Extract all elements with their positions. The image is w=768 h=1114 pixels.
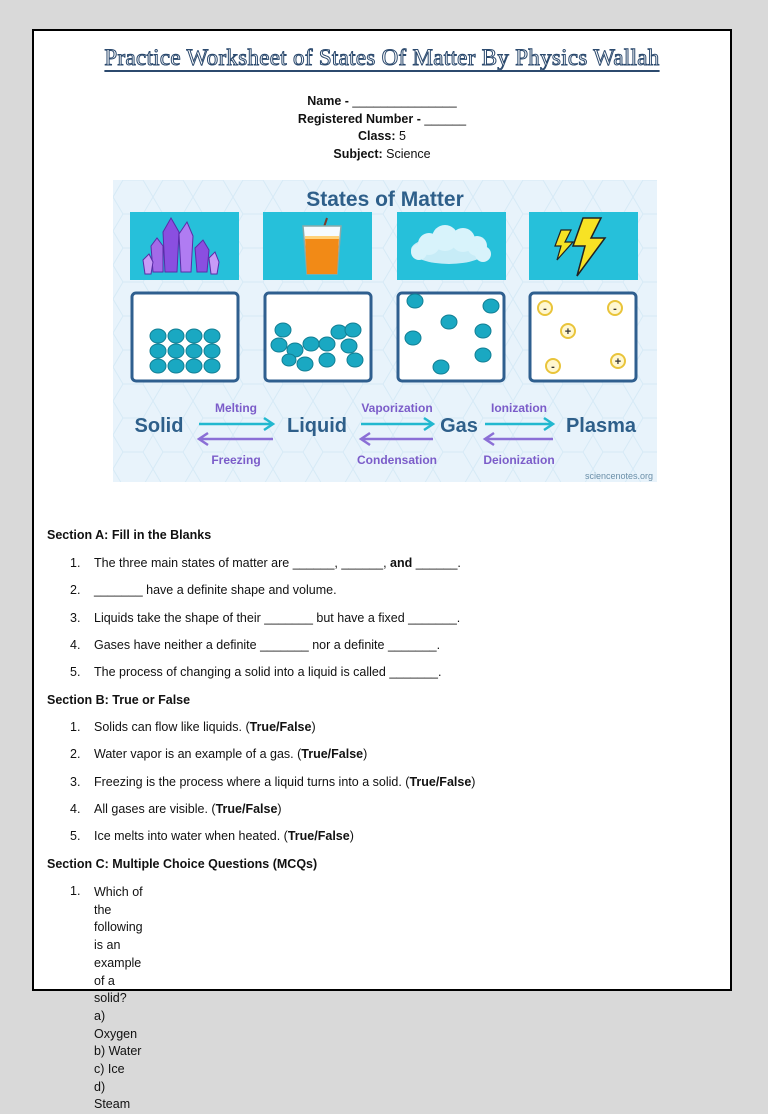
solid-particle <box>204 329 220 343</box>
svg-text:-: - <box>551 361 555 373</box>
section-a-heading: Section A: Fill in the Blanks <box>47 528 212 542</box>
section-c-heading: Section C: Multiple Choice Questions (MCQs) <box>47 857 318 871</box>
solid-particle <box>168 344 184 358</box>
svg-text:+: + <box>564 326 572 338</box>
list-item: 5. The process of changing a solid into a liquid is called _______. <box>70 665 442 679</box>
option-a: a) Oxygen <box>94 1008 138 1041</box>
list-item: 4. All gases are visible. (True/False) <box>70 802 282 816</box>
list-item: 1. The three main states of matter are ______, ______, and ______. <box>70 556 461 570</box>
svg-text:-: - <box>543 303 547 315</box>
states-of-matter-figure <box>113 180 657 482</box>
solid-particle <box>204 344 220 358</box>
list-item: 1. Solids can flow like liquids. (True/False) <box>70 720 316 734</box>
solid-particle <box>204 359 220 373</box>
worksheet-page <box>32 29 732 1112</box>
list-item: 4. Gases have neither a definite _______ nor a definite _______. <box>70 638 441 652</box>
plasma-charge <box>546 359 560 373</box>
option-d: d) Steam <box>94 1079 131 1112</box>
state-label-plasma: Plasma <box>565 415 637 437</box>
list-item: 1. Which of the following is an example of a solid? a) Oxygen b) Water c) Ice d) Steam <box>70 884 94 898</box>
juice-glass-icon <box>303 218 341 274</box>
name-line: Name - _______________ <box>307 94 457 108</box>
student-info <box>34 93 730 163</box>
list-item: 2. _______ have a definite shape and volume. <box>70 583 337 597</box>
state-label-liquid: Liquid <box>287 415 347 437</box>
figure-credit: sciencenotes.org <box>584 471 653 481</box>
solid-particle <box>150 329 166 343</box>
forward-transition-label: Ionization <box>491 401 547 415</box>
section-b-heading: Section B: True or False <box>47 693 191 707</box>
solid-particle <box>186 359 202 373</box>
option-b: b) Water <box>94 1044 142 1059</box>
solid-particle <box>168 359 184 373</box>
registered-number-line: Registered Number - ______ <box>297 111 467 126</box>
svg-text:+: + <box>614 356 622 368</box>
forward-transition-label: Melting <box>215 401 257 415</box>
subject-line: Subject: Science <box>333 146 431 161</box>
list-item: 2. Water vapor is an example of a gas. (True/False) <box>70 747 368 761</box>
forward-transition-label: Vaporization <box>361 401 433 415</box>
state-label-solid: Solid <box>134 415 184 437</box>
backward-transition-label: Condensation <box>357 453 437 467</box>
plasma-charge <box>561 324 575 338</box>
worksheet-title: Practice Worksheet of States Of Matter By Physics Wallah <box>104 45 660 70</box>
plasma-charge <box>608 301 622 315</box>
plasma-charge <box>611 354 625 368</box>
solid-particle <box>186 344 202 358</box>
backward-transition-label: Freezing <box>211 453 261 467</box>
figure-title: States of Matter <box>306 188 464 211</box>
list-item: 3. Liquids take the shape of their _______ but have a fixed _______. <box>70 611 461 625</box>
solid-particle <box>150 344 166 358</box>
solid-particle <box>150 359 166 373</box>
class-line: Class: 5 <box>358 129 406 143</box>
backward-transition-label: Deionization <box>483 453 555 467</box>
solid-particle <box>168 329 184 343</box>
option-c: c) Ice <box>94 1062 125 1077</box>
list-item: 3. Freezing is the process where a liquid turns into a solid. (True/False) <box>70 775 476 789</box>
list-item: 5. Ice melts into water when heated. (True/False) <box>70 829 354 843</box>
svg-text:-: - <box>613 303 617 315</box>
plasma-charge <box>538 301 552 315</box>
state-label-gas: Gas <box>440 415 478 437</box>
solid-particle <box>186 329 202 343</box>
